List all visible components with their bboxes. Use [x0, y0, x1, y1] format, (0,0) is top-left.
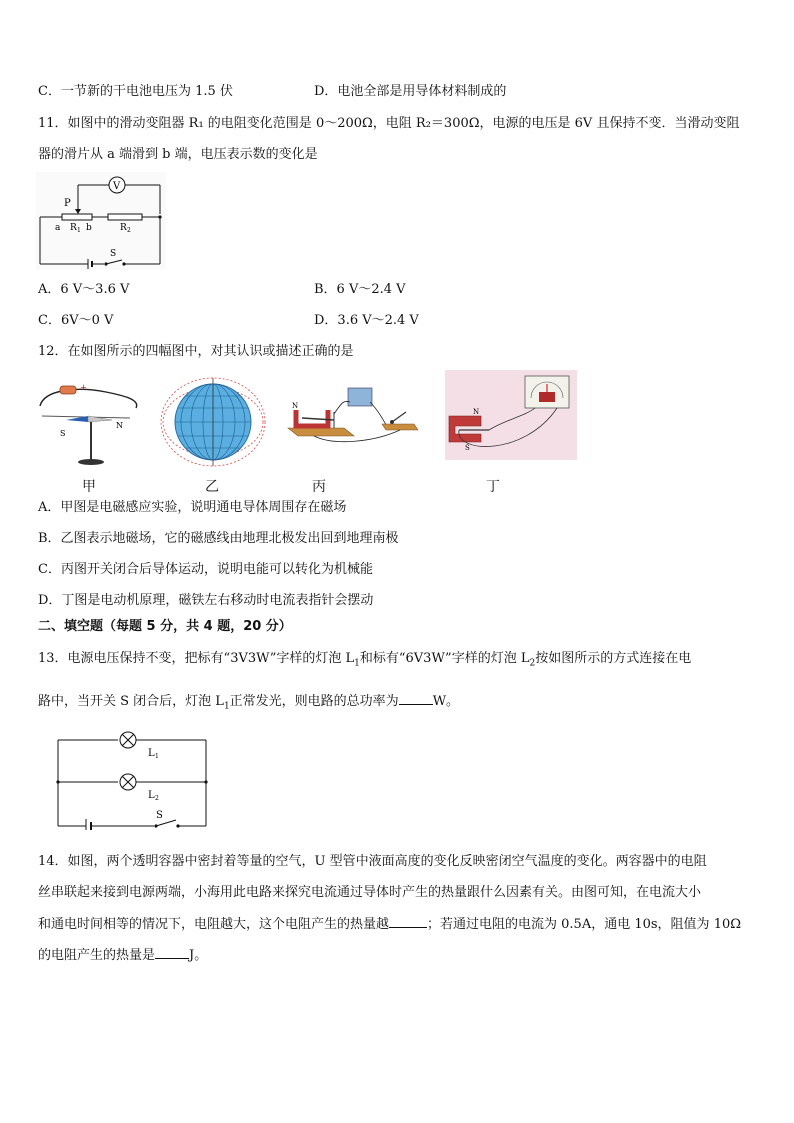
plus-label: + [80, 383, 87, 392]
q14-line3-part-b: ；若通过电阻的电流为 0.5A，通电 10s，阻值为 10Ω [427, 917, 742, 932]
switch-s-label: S [156, 810, 163, 821]
q12-option-a: A．甲图是电磁感应实验，说明通电导体周围存在磁场 [38, 500, 347, 515]
q11-stem-line1: 11．如图中的滑动变阻器 R₁ 的电阻变化范围是 0～200Ω，电阻 R₂＝300Ω，电源的电压是 6V 且保持不变．当滑动变阻 [38, 116, 740, 131]
q13-line1-part-a: 13．电源电压保持不变，把标有“3V3W”字样的灯泡 L [38, 651, 355, 666]
q13-stem-line2 [38, 692, 459, 716]
q11-option-a: A．6 V～3.6 V [38, 282, 130, 297]
lamp-l2-sub-label: 2 [155, 795, 159, 802]
q10-option-d: D．电池全部是用导体材料制成的 [314, 84, 507, 99]
q12-figure-jia [36, 378, 146, 470]
q14-stem-line1: 14．如图，两个透明容器中密封着等量的空气，U 型管中液面高度的变化反映密闭空气温度的变化。两容器中的电阻 [38, 854, 707, 869]
q11-option-d: D．3.6 V～2.4 V [314, 313, 419, 328]
q13-line1-sub1: 1 [354, 658, 360, 669]
q12-option-d: D．丁图是电动机原理，磁铁左右移动时电流表指针会摆动 [38, 593, 374, 608]
caption-yi: 乙 [205, 479, 219, 495]
q11-circuit-diagram [36, 172, 166, 270]
q13-line1-part-c: 按如图所示的方式连接在电 [535, 651, 692, 666]
end-b-label: b [86, 223, 92, 233]
q11-option-c: C．6V～0 V [38, 313, 114, 328]
r2-label: R [120, 223, 127, 233]
caption-jia: 甲 [82, 479, 96, 495]
q11-stem-line2: 器的滑片从 a 端滑到 b 端，电压表示数的变化是 [38, 147, 318, 162]
r2-resistor [108, 214, 142, 220]
lamp-l1-sub-label: 1 [155, 753, 159, 760]
wood-base [288, 428, 354, 436]
q14-stem-line2: 丝串联起来接到电源两端，小海用此电路来探究电流通过导体时产生的热量跟什么因素有关。由图可知，在电流大小 [38, 885, 702, 900]
q13-line1-part-b: 和标有“6V3W”字样的灯泡 L [359, 651, 530, 666]
power-supply-icon [348, 388, 372, 406]
q12-figure-ding [445, 370, 577, 460]
q13-line2-part-c: W。 [432, 694, 460, 709]
q12-figure-yi [158, 376, 268, 468]
q14-line4-part-a: 的电阻产生的热量是 [38, 948, 156, 963]
r1-resistor [62, 214, 92, 220]
lamp-l2-label: L [148, 790, 155, 801]
q13-stem-line1 [38, 650, 691, 673]
r1-label: R [70, 223, 77, 233]
slider-p-label: P [64, 198, 71, 209]
q14-stem-line4 [38, 946, 207, 965]
q13-line1-sub2: 2 [529, 658, 536, 669]
switch-s-label: S [110, 249, 117, 259]
q13-answer-blank[interactable] [399, 692, 433, 705]
magnet-n-label-ding: N [473, 408, 480, 416]
q10-option-c: C．一节新的干电池电压为 1.5 伏 [38, 84, 233, 99]
q14-line4-part-b: J。 [189, 948, 208, 963]
end-a-label: a [55, 223, 61, 233]
q14-stem-line3 [38, 915, 741, 934]
q14-line3-part-a: 和通电时间相等的情况下，电阻越大，这个电阻产生的热量越 [38, 917, 390, 932]
magnet-n-label: N [292, 402, 299, 410]
section-2-heading: 二、填空题（每题 5 分，共 4 题，20 分） [38, 619, 292, 634]
magnet-s-label-ding: S [465, 444, 470, 452]
q13-line2-sub: 1 [223, 701, 230, 712]
caption-bing: 丙 [312, 479, 326, 495]
q14-answer-blank-2[interactable] [155, 946, 189, 959]
q12-figure-bing [284, 382, 420, 446]
caption-ding: 丁 [486, 479, 500, 495]
q12-option-c: C．丙图开关闭合后导体运动，说明电能可以转化为机械能 [38, 562, 373, 577]
q13-line2-part-b: 正常发光，则电路的总功率为 [229, 694, 399, 709]
needle-s-label: S [60, 429, 66, 438]
r1-sub-label: 1 [77, 227, 81, 234]
q14-answer-blank-1[interactable] [389, 915, 427, 928]
voltmeter-label: V [113, 181, 121, 192]
needle-n-label: N [116, 421, 123, 430]
q12-option-b: B．乙图表示地磁场，它的磁感线由地理北极发出回到地理南极 [38, 531, 399, 546]
switch-icon [392, 412, 406, 422]
q12-stem: 12．在如图所示的四幅图中，对其认识或描述正确的是 [38, 344, 354, 359]
q11-option-b: B．6 V～2.4 V [314, 282, 406, 297]
q13-line2-part-a: 路中，当开关 S 闭合后，灯泡 L [38, 694, 224, 709]
r2-sub-label: 2 [127, 227, 131, 234]
lamp-l1-label: L [148, 748, 155, 759]
q13-circuit-diagram [52, 730, 212, 830]
battery-icon [60, 386, 76, 394]
